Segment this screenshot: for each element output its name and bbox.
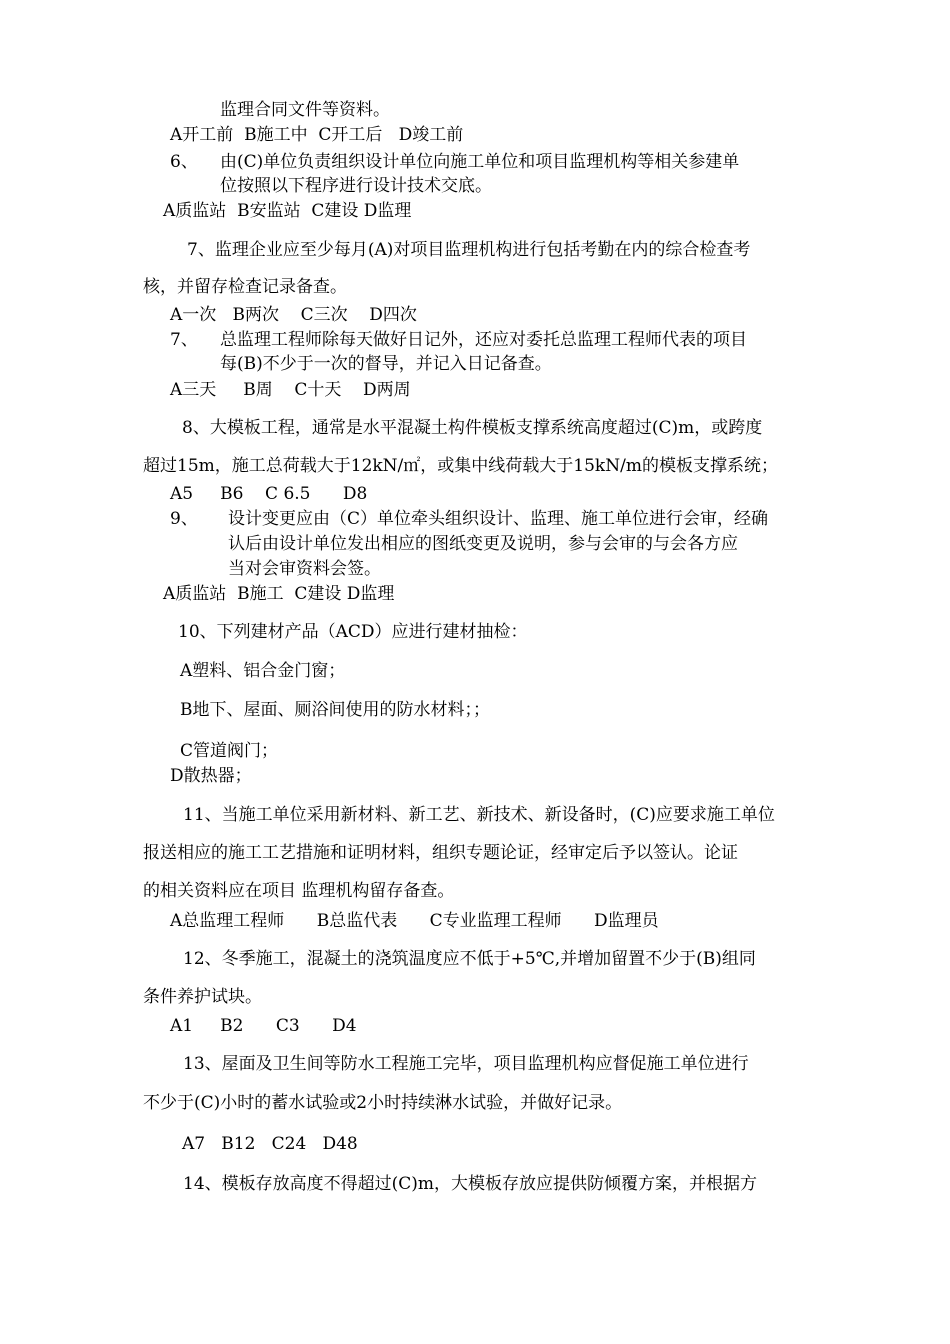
- option-line: A塑料、铝合金门窗；: [180, 661, 346, 681]
- answer-options: A7 B12 C24 D48: [182, 1134, 358, 1154]
- option-line: C管道阀门；: [180, 741, 279, 761]
- answer-options: A开工前 B施工中 C开工后 D竣工前: [170, 125, 464, 145]
- question-text: 的相关资料应在项目 监理机构留存备查。: [143, 881, 455, 901]
- answer-options: A三天 B周 C十天 D两周: [170, 380, 411, 400]
- question-text: 认后由设计单位发出相应的图纸变更及说明，参与会审的与会各方应: [228, 534, 738, 554]
- question-text: 设计变更应由（C）单位牵头组织设计、监理、施工单位进行会审，经确: [228, 509, 769, 529]
- question-text: 7、监理企业应至少每月(A)对项目监理机构进行包括考勤在内的综合检查考: [187, 240, 751, 260]
- question-number: 7、: [170, 330, 198, 350]
- question-text: 8、大模板工程，通常是水平混凝土构件模板支撑系统高度超过(C)m，或跨度: [182, 418, 763, 438]
- answer-options: A质监站 B安监站 C建设 D监理: [163, 201, 412, 221]
- question-number: 9、: [170, 509, 198, 529]
- question-text: 11、当施工单位采用新材料、新工艺、新技术、新设备时，(C)应要求施工单位: [183, 805, 775, 825]
- question-text: 12、冬季施工，混凝土的浇筑温度应不低于+5℃,并增加留置不少于(B)组同: [183, 949, 756, 969]
- answer-options: A5 B6 C 6.5 D8: [170, 484, 368, 504]
- answer-options: A总监理工程师 B总监代表 C专业监理工程师 D监理员: [170, 911, 659, 931]
- question-text: 条件养护试块。: [143, 987, 262, 1007]
- question-text: 由(C)单位负责组织设计单位向施工单位和项目监理机构等相关参建单: [220, 152, 740, 172]
- question-text: 13、屋面及卫生间等防水工程施工完毕，项目监理机构应督促施工单位进行: [183, 1054, 749, 1074]
- question-text: 不少于(C)小时的蓄水试验或2小时持续淋水试验，并做好记录。: [143, 1093, 623, 1113]
- question-text: 超过15m，施工总荷载大于12kN/㎡，或集中线荷载大于15kN/m的模板支撑系统；: [143, 456, 778, 476]
- answer-options: A质监站 B施工 C建设 D监理: [163, 584, 395, 604]
- option-line: B地下、屋面、厕浴间使用的防水材料；；: [180, 700, 490, 720]
- question-number: 6、: [170, 152, 198, 172]
- question-text: 每(B)不少于一次的督导，并记入日记备查。: [220, 354, 552, 374]
- question-text: 10、下列建材产品（ACD）应进行建材抽检：: [178, 622, 528, 642]
- question-text: 报送相应的施工工艺措施和证明材料，组织专题论证，经审定后予以签认。论证: [143, 843, 738, 863]
- question-text: 核，并留存检查记录备查。: [143, 277, 347, 297]
- question-text: 当对会审资料会签。: [228, 559, 381, 579]
- answer-options: A一次 B两次 C三次 D四次: [170, 305, 417, 325]
- question-text: 总监理工程师除每天做好日记外，还应对委托总监理工程师代表的项目: [220, 330, 747, 350]
- text-line: 监理合同文件等资料。: [220, 100, 390, 120]
- question-text: 位按照以下程序进行设计技术交底。: [220, 176, 492, 196]
- answer-options: A1 B2 C3 D4: [170, 1016, 357, 1036]
- question-text: 14、模板存放高度不得超过(C)m，大模板存放应提供防倾覆方案，并根据方: [183, 1174, 758, 1194]
- option-line: D散热器；: [170, 766, 252, 786]
